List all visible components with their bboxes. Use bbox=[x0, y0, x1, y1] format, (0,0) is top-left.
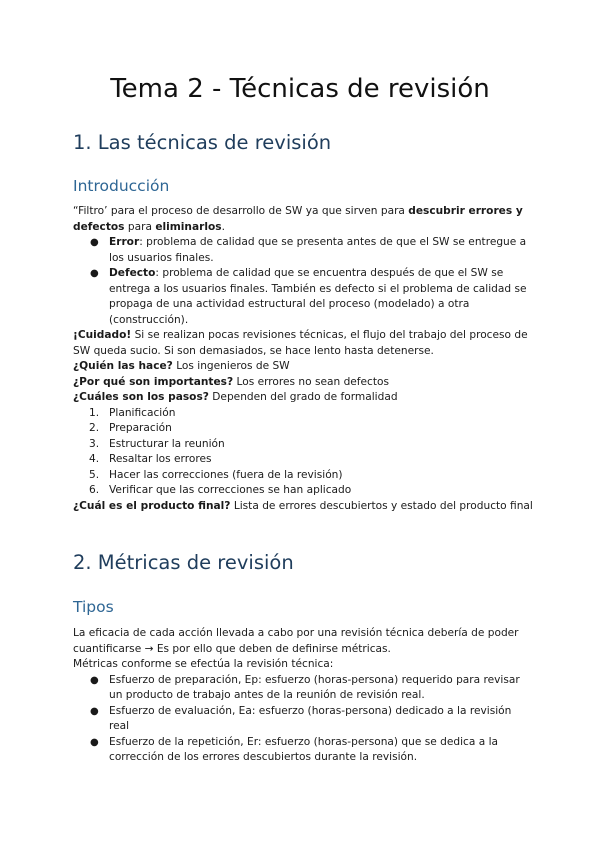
section-1-heading: 1. Las técnicas de revisión bbox=[73, 131, 332, 154]
metrics-list bbox=[73, 673, 533, 766]
list-item: 1. Planificación bbox=[89, 406, 176, 419]
list-item: ● Esfuerzo de preparación, Ep: esfuerzo (horas-persona) requerido para revisar un producto de trabajo antes de la reunión de revisión real. bbox=[90, 673, 520, 701]
section-1-subheading: Introducción bbox=[73, 177, 170, 195]
list-item: 3. Estructurar la reunión bbox=[89, 437, 225, 450]
list-item: 2. Preparación bbox=[89, 422, 172, 434]
section-2-heading: 2. Métricas de revisión bbox=[73, 551, 294, 574]
cuidado-paragraph: ¡Cuidado! Si se realizan pocas revisiones técnicas, el flujo del trabajo del proceso de SW queda sucio. Si son demasiados, se hace lento hasta detenerse. bbox=[73, 329, 528, 357]
list-item: 4. Resaltar los errores bbox=[89, 453, 212, 465]
producto-paragraph: ¿Cuál es el producto final? Lista de errores descubiertos y estado del producto final bbox=[73, 499, 533, 512]
section-2-subheading: Tipos bbox=[73, 598, 114, 616]
list-item: 5. Hacer las correcciones (fuera de la revisión) bbox=[89, 468, 343, 481]
eficacia-paragraph: La eficacia de cada acción llevada a cabo por una revisión técnica debería de poder cuantificarse → Es por ello que deben de definirse métricas. bbox=[73, 627, 519, 655]
intro-paragraph: “Filtro’ para el proceso de desarrollo de SW ya que sirven para descubrir errores y defectos para eliminarlos. bbox=[73, 205, 523, 233]
page-title: Tema 2 - Técnicas de revisión bbox=[110, 74, 490, 104]
metricas-paragraph: Métricas conforme se efectúa la revisión técnica: bbox=[73, 658, 334, 670]
steps-list bbox=[73, 406, 533, 499]
section-2-body bbox=[73, 626, 533, 766]
porque-paragraph: ¿Por qué son importantes? Los errores no sean defectos bbox=[73, 375, 390, 388]
list-item: ● Esfuerzo de la repetición, Er: esfuerzo (horas-persona) que se dedica a la corrección de los errores descubiertos durante la revisión. bbox=[90, 735, 499, 763]
list-item: ● Esfuerzo de evaluación, Ea: esfuerzo (horas-persona) dedicado a la revisión real bbox=[90, 704, 512, 732]
quien-paragraph: ¿Quién las hace? Los ingenieros de SW bbox=[73, 360, 290, 372]
list-item: ● Defecto: problema de calidad que se encuentra después de que el SW se entrega a los usuarios finales. También es defecto si el problema de calidad se propaga de una actividad estructural del proceso (modelado) a otra (construcción). bbox=[90, 267, 527, 326]
list-item: 6. Verificar que las correcciones se han aplicado bbox=[89, 484, 352, 496]
section-1-body bbox=[73, 204, 533, 514]
definitions-list bbox=[73, 235, 533, 328]
list-item: ● Error: problema de calidad que se presenta antes de que el SW se entregue a los usuarios finales. bbox=[90, 236, 527, 264]
pasos-paragraph: ¿Cuáles son los pasos? Dependen del grado de formalidad bbox=[73, 391, 398, 403]
